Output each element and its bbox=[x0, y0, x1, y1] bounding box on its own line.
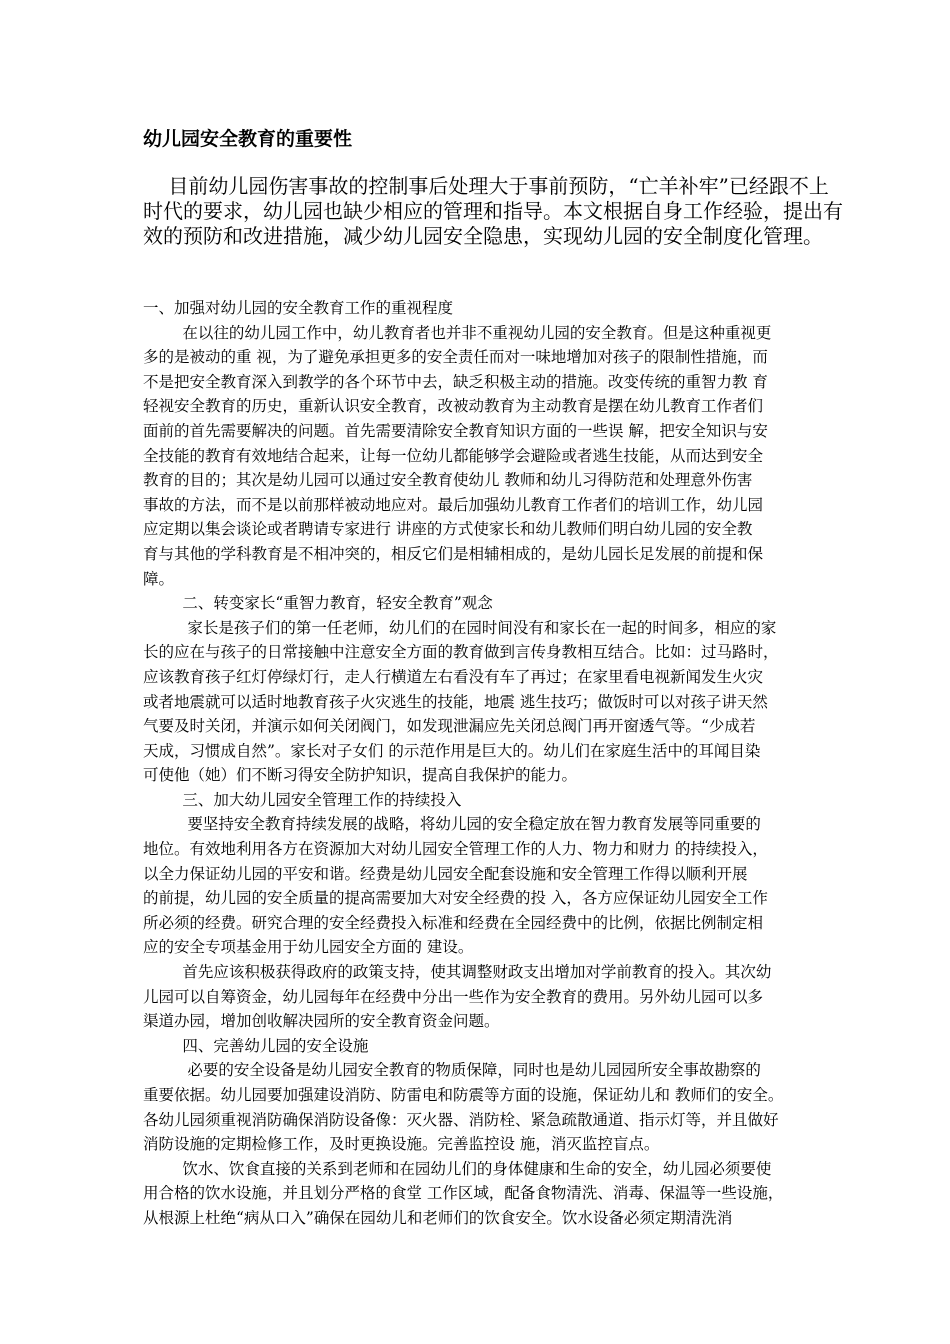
body-line: 三、加大幼儿园安全管理工作的持续投入 bbox=[143, 790, 462, 809]
body-line: 所必须的经费。研究合理的安全经费投入标准和经费在全园经费中的比例，依据比例制定相 bbox=[143, 913, 764, 932]
body-line: 事故的方法，而不是以前那样被动地应对。最后加强幼儿教育工作者们的培训工作，幼儿园 bbox=[143, 495, 764, 514]
body-line: 渠道办园，增加创收解决园所的安全教育资金问题。 bbox=[143, 1012, 500, 1031]
document-title: 幼儿园安全教育的重要性 bbox=[143, 128, 353, 150]
body-line: 重要依据。幼儿园要加强建设消防、防雷电和防震等方面的设施，保证幼儿和 教师们的安全。 bbox=[143, 1086, 784, 1104]
body-line: 的前提，幼儿园的安全质量的提高需要加大对安全经费的投 入，各方应保证幼儿园安全工作 bbox=[143, 889, 768, 908]
abstract-line: 时代的要求，幼儿园也缺少相应的管理和指导。本文根据自身工作经验，提出有 bbox=[143, 199, 843, 223]
body-line: 消防设施的定期检修工作，及时更换设施。完善监控设 施，消灭监控盲点。 bbox=[143, 1135, 660, 1154]
body-line: 一、加强对幼儿园的安全教育工作的重视程度 bbox=[143, 299, 454, 317]
body-line: 气要及时关闭，并演示如何关闭阀门，如发现泄漏应先关闭总阀门再开窗透气等。“少成若 bbox=[143, 717, 756, 736]
body-line: 或者地震就可以适时地教育孩子火灾逃生的技能，地震 逃生技巧；做饭时可以对孩子讲天然 bbox=[143, 692, 768, 711]
body-line: 用合格的饮水设施，并且划分严格的食堂 工作区域，配备食物清洗、消毒、保温等一些设施， bbox=[143, 1184, 784, 1203]
body-line: 应的安全专项基金用于幼儿园安全方面的 建设。 bbox=[143, 938, 474, 957]
body-line: 首先应该积极获得政府的政策支持，使其调整财政支出增加对学前教育的投入。其次幼 bbox=[143, 963, 772, 982]
body-line: 应定期以集会谈论或者聘请专家进行 讲座的方式使家长和幼儿教师们明白幼儿园的安全教 bbox=[143, 520, 753, 539]
body-line: 育与其他的学科教育是不相冲突的，相反它们是相辅相成的，是幼儿园长足发展的前提和保 bbox=[143, 544, 764, 563]
body-line: 可使他（她）们不断习得安全防护知识，提高自我保护的能力。 bbox=[143, 766, 578, 785]
body-line: 地位。有效地利用各方在资源加大对幼儿园安全管理工作的人力、物力和财力 的持续投入， bbox=[143, 840, 768, 859]
body-line: 教育的目的；其次是幼儿园可以通过安全教育使幼儿 教师和幼儿习得防范和处理意外伤害 bbox=[143, 471, 753, 490]
body-line: 轻视安全教育的历史，重新认识安全教育，改被动教育为主动教育是摆在幼儿教育工作者们 bbox=[143, 397, 764, 416]
body-line: 障。 bbox=[143, 569, 175, 588]
body-line: 不是把安全教育深入到教学的各个环节中去，缺乏积极主动的措施。改变传统的重智力教 育 bbox=[143, 372, 768, 391]
body-line: 应该教育孩子红灯停绿灯行，走人行横道左右看没有车了再过；在家里看电视新闻发生火灾 bbox=[143, 667, 764, 686]
body-line: 长的应在与孩子的日常接触中注意安全方面的教育做到言传身教相互结合。比如：过马路时， bbox=[143, 643, 779, 662]
body-line: 在以往的幼儿园工作中，幼儿教育者也并非不重视幼儿园的安全教育。但是这种重视更 bbox=[143, 323, 772, 342]
abstract-paragraph bbox=[143, 174, 843, 249]
body-line: 天成，习惯成自然”。家长对子女们 的示范作用是巨大的。幼儿们在家庭生活中的耳闻目染 bbox=[143, 741, 761, 760]
body-line: 饮水、饮食直接的关系到老师和在园幼儿们的身体健康和生命的安全，幼儿园必须要使 bbox=[143, 1159, 772, 1178]
body-line: 各幼儿园须重视消防确保消防设备像：灭火器、消防栓、紧急疏散通道、指示灯等，并且做好 bbox=[143, 1110, 779, 1129]
abstract-line: 效的预防和改进措施，减少幼儿园安全隐患，实现幼儿园的安全制度化管理。 bbox=[143, 224, 823, 248]
body-line: 家长是孩子们的第一任老师，幼儿们的在园时间没有和家长在一起的时间多，相应的家 bbox=[143, 618, 777, 637]
body-line: 必要的安全设备是幼儿园安全教育的物质保障，同时也是幼儿园园所安全事故勘察的 bbox=[143, 1061, 761, 1080]
body-line: 从根源上杜绝“病从口入”确保在园幼儿和老师们的饮食安全。饮水设备必须定期清洗消 bbox=[143, 1208, 733, 1227]
body-line: 二、转变家长“重智力教育，轻安全教育”观念 bbox=[143, 594, 493, 613]
body-line: 儿园可以自筹资金，幼儿园每年在经费中分出一些作为安全教育的费用。另外幼儿园可以多 bbox=[143, 987, 764, 1006]
body-line: 要坚持安全教育持续发展的战略，将幼儿园的安全稳定放在智力教育发展等同重要的 bbox=[143, 815, 761, 834]
body-line: 面前的首先需要解决的问题。首先需要清除安全教育知识方面的一些误 解，把安全知识与安 bbox=[143, 421, 768, 440]
body-line: 全技能的教育有效地结合起来，让每一位幼儿都能够学会避险或者逃生技能，从而达到安全 bbox=[143, 446, 764, 465]
abstract-line: 目前幼儿园伤害事故的控制事后处理大于事前预防，“亡羊补牢”已经跟不上 bbox=[143, 174, 829, 198]
body-line: 多的是被动的重 视，为了避免承担更多的安全责任而对一味地增加对孩子的限制性措施，而 bbox=[143, 348, 768, 367]
body-line: 四、完善幼儿园的安全设施 bbox=[143, 1036, 369, 1055]
body-line: 以全力保证幼儿园的平安和谐。经费是幼儿园安全配套设施和安全管理工作得以顺利开展 bbox=[143, 864, 748, 883]
document-body bbox=[143, 296, 807, 1231]
